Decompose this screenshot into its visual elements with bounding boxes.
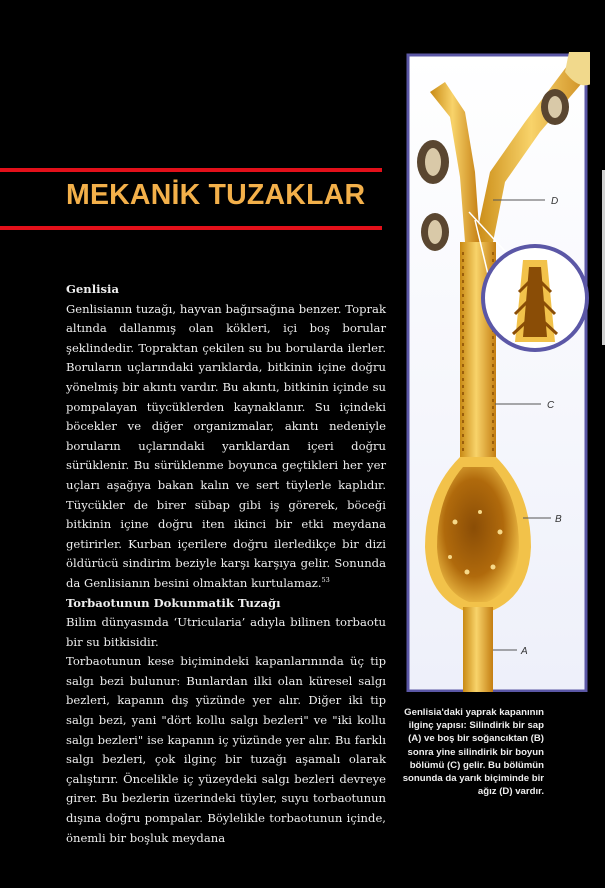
- figure-caption: Genlisia'daki yaprak kapanının ilginç yapısı: Silindirik bir sap (A) ve boş bir soğancıktan (B) sonra yine silindirik bir boyun bölümü (C) gelir. Bu bölümün sonunda da yarık biçiminde bir ağız (D) vardır.: [402, 707, 544, 798]
- article-body: [66, 280, 386, 848]
- genlisia-trap-illustration: [405, 52, 590, 692]
- label-d: D: [551, 196, 559, 207]
- torbaotu-paragraph-1: Bilim dünyasında ‘Utricularia’ adıyla bilinen torbaotu bir su bitkisidir.: [66, 615, 386, 649]
- torbaotu-paragraph-2: Torbaotunun kese biçimindeki kapanlarınında üç tip salgı bezi bulunur: Bunlardan ilki olan küresel salgı bezleri, kapanın dış yüzünde yer alır. Diğer iki tip salgı bezi, yani "dört kollu salgı bezleri" ve "iki kollu salgı bezleri" ise kapanın iç yüzünde yer alır. Bu farklı salgı bezleri, çok ilginç bir tuzağı aşamalı olarak çalıştırır. Öncelikle iç yüzeydeki salgı bezleri devreye girer. Bu bezlerin üzerindeki tüyler, suyu torbaotunun dışına doğru pompalar. Böylelikle torbaotunun içinde, önemli bir boşluk meydana: [66, 654, 386, 845]
- illustration-svg: [405, 52, 590, 692]
- genlisia-paragraph-text: Genlisianın tuzağı, hayvan bağırsağına benzer. Toprak altında dallanmış olan kökleri, içi boş borular şeklindedir. Topraktan çekilen su bu borularda ilerler. Boruların uçlarındaki yarıklarda, bitkinin içine doğru yönelmiş bir akıntı vardır. Bu akıntı, bitkinin içinde su pompalayan tüycüklerden kaynaklanır. Su içindeki böcekler ve diğer organizmalar, akıntı nedeniyle boruların uçlarındaki yarıklardan içeri doğru sürüklenir. Bu sürüklenme boyunca geçtikleri her yer uçları aşağıya bakan kalın ve sert tüylerle kaplıdır. Tüycükler de birer sübap gibi iş görerek, böceği bitkinin içine doğru iten ikinci bir etki meydana getirirler. Kurban içerilere doğru ilerledikçe bir dizi öldürücü sindirim beziyle karşı karşıya gelir. Sonunda da Genlisianın besini olmaktan kurtulamaz.: [66, 301, 386, 590]
- footnote-marker: 53: [321, 576, 330, 585]
- stalk-section: [463, 607, 493, 692]
- section-heading-genlisia: Genlisia: [66, 282, 119, 296]
- label-b: B: [555, 514, 562, 525]
- genlisia-paragraph: [66, 300, 386, 594]
- label-a: A: [521, 646, 528, 657]
- page-title: MEKANİK TUZAKLAR: [66, 179, 366, 211]
- label-c: C: [547, 400, 555, 411]
- title-rule-bottom: [0, 226, 382, 230]
- title-rule-top: [0, 168, 382, 172]
- section-heading-torbaotu: Torbaotunun Dokunmatik Tuzağı: [66, 595, 281, 610]
